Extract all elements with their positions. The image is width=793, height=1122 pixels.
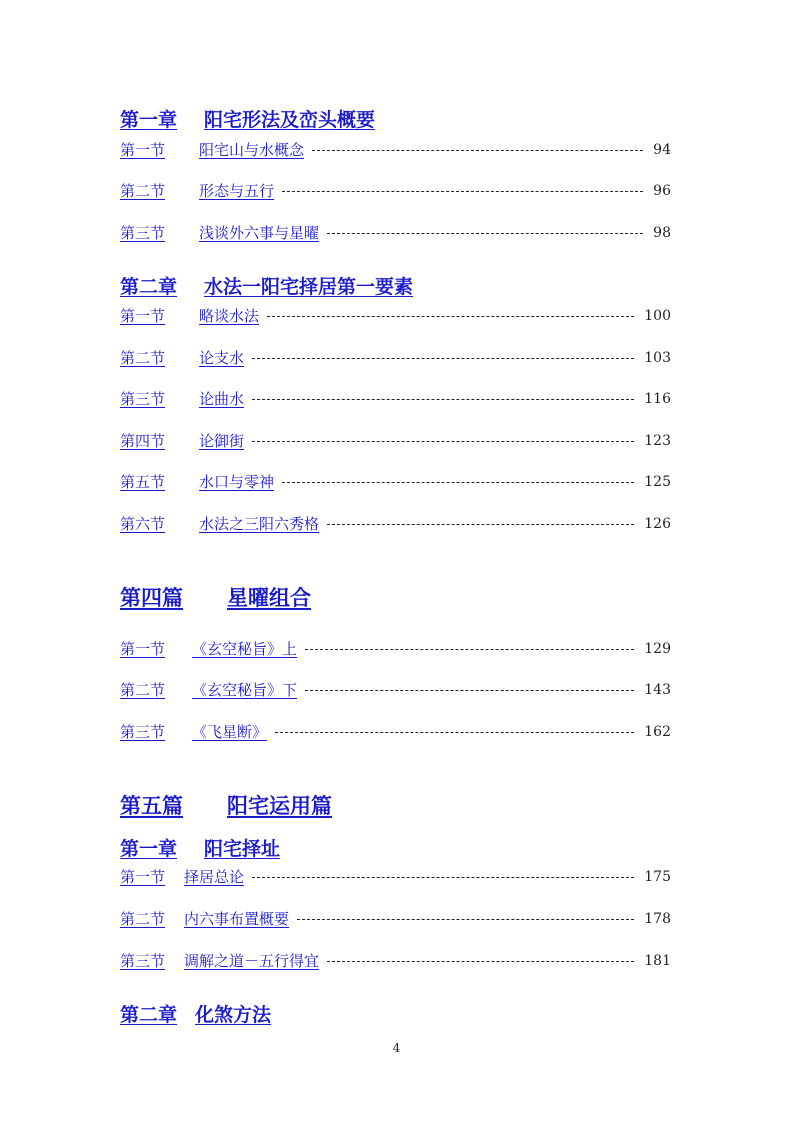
chapter-title[interactable]: 水法一阳宅择居第一要素 [204,276,414,298]
section-label[interactable]: 第二节 [120,349,166,367]
section-title[interactable]: 内六事布置概要 [184,910,290,928]
toc-entry[interactable] [120,908,671,929]
part-heading[interactable] [120,790,332,820]
section-label[interactable]: 第二节 [120,681,166,699]
part-label[interactable]: 第四篇 [120,585,183,610]
dot-leader [252,877,634,878]
toc-entry[interactable] [120,139,671,160]
section-title[interactable]: 形态与五行 [199,182,275,200]
section-label[interactable]: 第三节 [120,224,166,242]
chapter-label[interactable]: 第二章 [120,1004,178,1026]
section-title[interactable]: 《玄空秘旨》上 [192,640,298,658]
dot-leader [305,649,634,650]
page-number: 125 [644,473,671,490]
toc-entry[interactable] [120,950,671,971]
dot-leader [327,233,643,234]
dot-leader [282,482,634,483]
dot-leader [275,732,634,733]
section-title[interactable]: 阳宅山与水概念 [199,141,305,159]
page-footer-number: 4 [392,1041,401,1055]
part-heading[interactable] [120,582,311,612]
chapter-heading[interactable] [120,1000,271,1027]
page-number: 126 [644,515,671,532]
section-title[interactable]: 调解之道－五行得宜 [184,952,320,970]
dot-leader [252,441,634,442]
chapter-title[interactable]: 阳宅择址 [204,838,281,860]
part-label[interactable]: 第五篇 [120,793,183,818]
section-label[interactable]: 第一节 [120,868,166,886]
dot-leader [252,358,634,359]
chapter-title[interactable]: 化煞方法 [195,1004,272,1026]
dot-leader [282,191,643,192]
toc-entry[interactable] [120,430,671,451]
dot-leader [297,919,634,920]
dot-leader [312,150,643,151]
section-title[interactable]: 论御街 [199,432,245,450]
chapter-heading[interactable] [120,272,413,299]
section-label[interactable]: 第六节 [120,515,166,533]
dot-leader [327,961,634,962]
page-number: 98 [653,224,671,241]
section-title[interactable]: 论曲水 [199,390,245,408]
section-title[interactable]: 《玄空秘旨》下 [192,681,298,699]
page-number: 100 [644,307,671,324]
section-label[interactable]: 第三节 [120,723,166,741]
dot-leader [305,690,634,691]
part-title[interactable]: 阳宅运用篇 [227,793,332,818]
section-label[interactable]: 第一节 [120,141,166,159]
toc-entry[interactable] [120,305,671,326]
page-number: 181 [644,952,671,969]
chapter-heading[interactable] [120,105,375,132]
part-title[interactable]: 星曜组合 [227,585,311,610]
section-label[interactable]: 第二节 [120,182,166,200]
section-title[interactable]: 择居总论 [184,868,245,886]
section-label[interactable]: 第四节 [120,432,166,450]
toc-entry[interactable] [120,638,671,659]
dot-leader [267,316,634,317]
toc-entry[interactable] [120,180,671,201]
section-title[interactable]: 浅谈外六事与星曜 [199,224,320,242]
dot-leader [252,399,634,400]
section-title[interactable]: 《飞星断》 [192,723,268,741]
page-number: 143 [644,681,671,698]
toc-entry[interactable] [120,721,671,742]
section-title[interactable]: 论支水 [199,349,245,367]
dot-leader [327,524,634,525]
toc-entry[interactable] [120,347,671,368]
toc-entry[interactable] [120,513,671,534]
chapter-label[interactable]: 第一章 [120,109,178,131]
section-label[interactable]: 第三节 [120,952,166,970]
page-number: 129 [644,640,671,657]
toc-entry[interactable] [120,388,671,409]
section-label[interactable]: 第五节 [120,473,166,491]
chapter-label[interactable]: 第二章 [120,276,178,298]
section-title[interactable]: 略谈水法 [199,307,260,325]
chapter-label[interactable]: 第一章 [120,838,178,860]
toc-entry[interactable] [120,679,671,700]
page-number: 94 [653,141,671,158]
chapter-heading[interactable] [120,834,280,861]
toc-entry[interactable] [120,222,671,243]
page-number: 175 [644,868,671,885]
section-title[interactable]: 水法之三阳六秀格 [199,515,320,533]
page-number: 123 [644,432,671,449]
toc-entry[interactable] [120,866,671,887]
section-label[interactable]: 第一节 [120,640,166,658]
page-number: 116 [644,390,671,407]
section-label[interactable]: 第三节 [120,390,166,408]
page-number: 96 [653,182,671,199]
page-number: 103 [644,349,671,366]
toc-entry[interactable] [120,471,671,492]
section-label[interactable]: 第二节 [120,910,166,928]
page-number: 162 [644,723,671,740]
page-number: 178 [644,910,671,927]
chapter-title[interactable]: 阳宅形法及峦头概要 [204,109,376,131]
section-title[interactable]: 水口与零神 [199,473,275,491]
section-label[interactable]: 第一节 [120,307,166,325]
